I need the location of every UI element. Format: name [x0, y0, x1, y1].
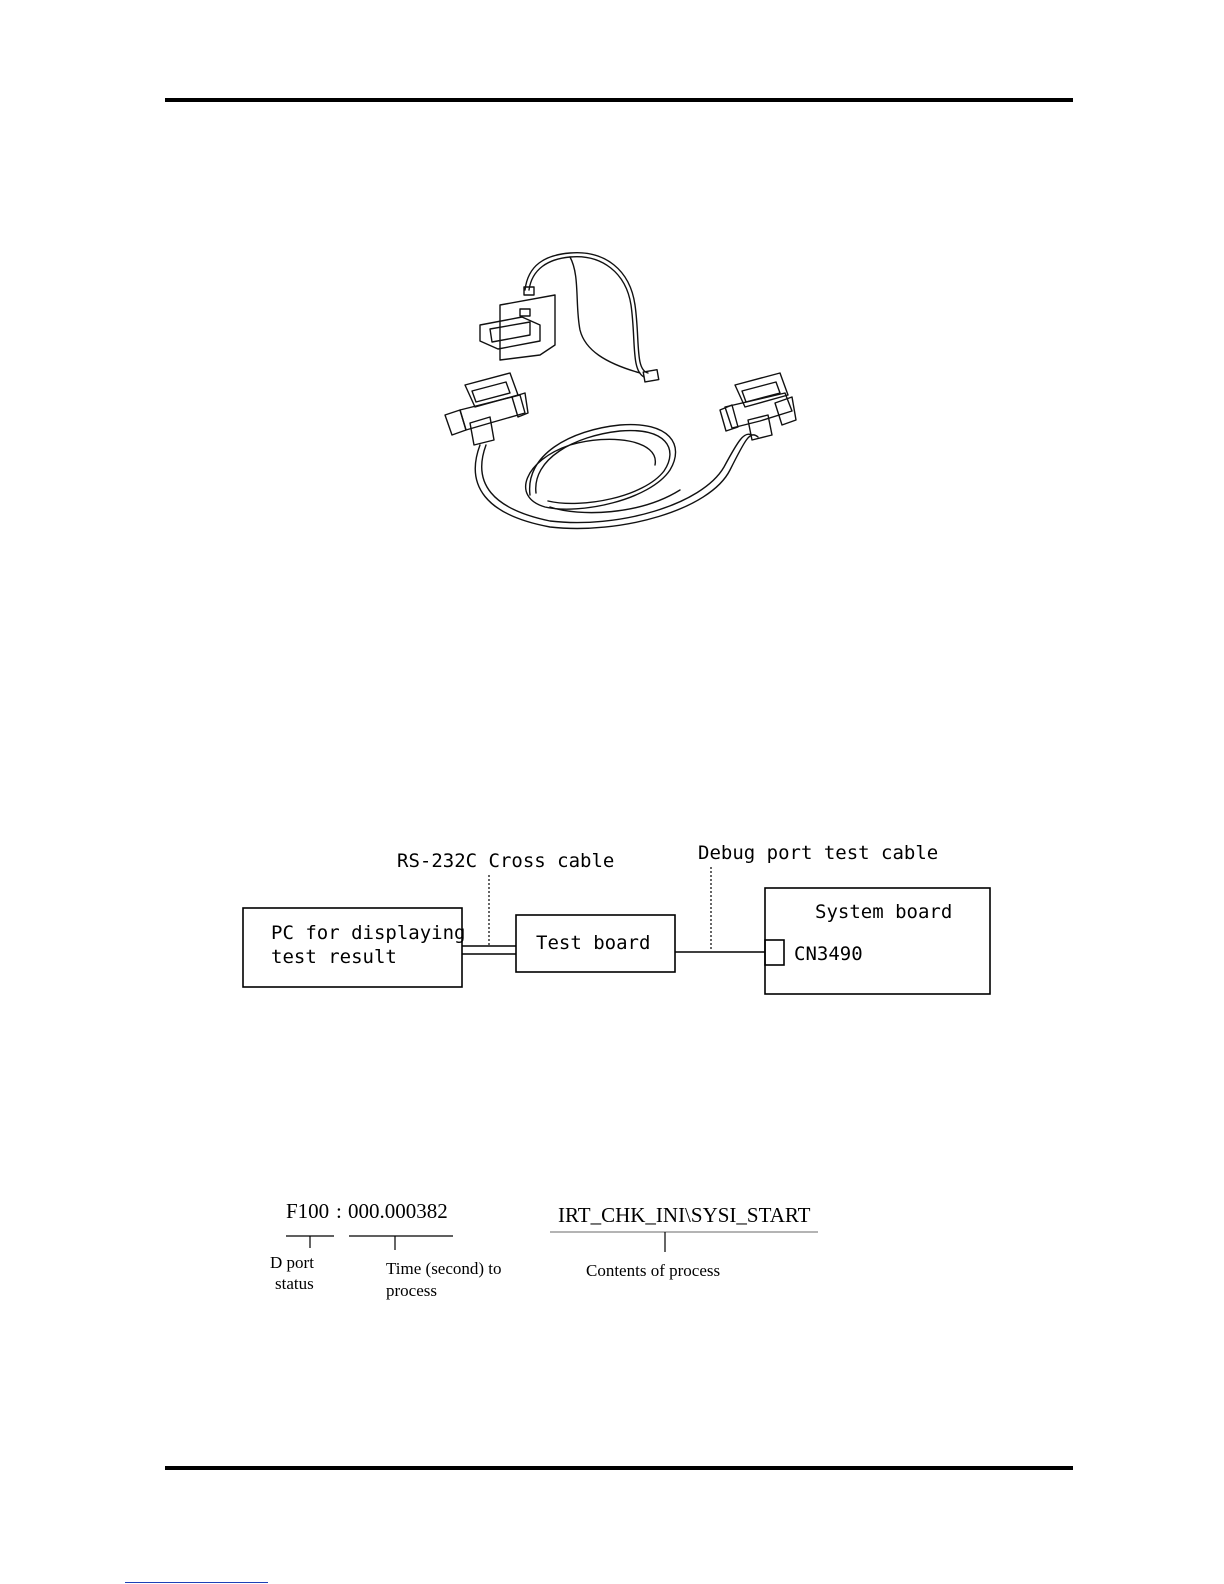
test-board-label: Test board — [536, 932, 651, 954]
connection-diagram — [230, 835, 1010, 1010]
log-format-diagram — [250, 1190, 870, 1310]
status-caption-line2: status — [275, 1274, 314, 1293]
system-board-label: System board — [815, 901, 953, 923]
cn3490-connector-box — [765, 940, 784, 965]
footer-rule — [165, 1466, 1073, 1470]
connector-label: CN3490 — [794, 943, 863, 965]
status-caption-line1: D port — [270, 1253, 314, 1272]
time-caption-line2: process — [386, 1281, 437, 1300]
header-rule — [165, 98, 1073, 102]
process-name: IRT_CHK_INI\SYSI_START — [558, 1203, 811, 1227]
cross-cable-label: RS-232C Cross cable — [397, 850, 615, 872]
right-db9-connector-icon — [720, 373, 796, 440]
pc-label-line1: PC for displaying — [271, 922, 466, 944]
time-value: 000.000382 — [348, 1199, 448, 1223]
debug-cable-illustration — [430, 245, 820, 545]
pc-label-line2: test result — [271, 946, 397, 968]
left-db9-connector-icon — [445, 373, 528, 445]
footer-link-underline — [125, 1582, 268, 1583]
separator: : — [336, 1199, 342, 1223]
status-code: F100 — [286, 1199, 330, 1223]
debug-cable-label: Debug port test cable — [698, 842, 939, 864]
time-caption-line1: Time (second) to — [386, 1259, 502, 1278]
process-caption: Contents of process — [586, 1261, 721, 1280]
